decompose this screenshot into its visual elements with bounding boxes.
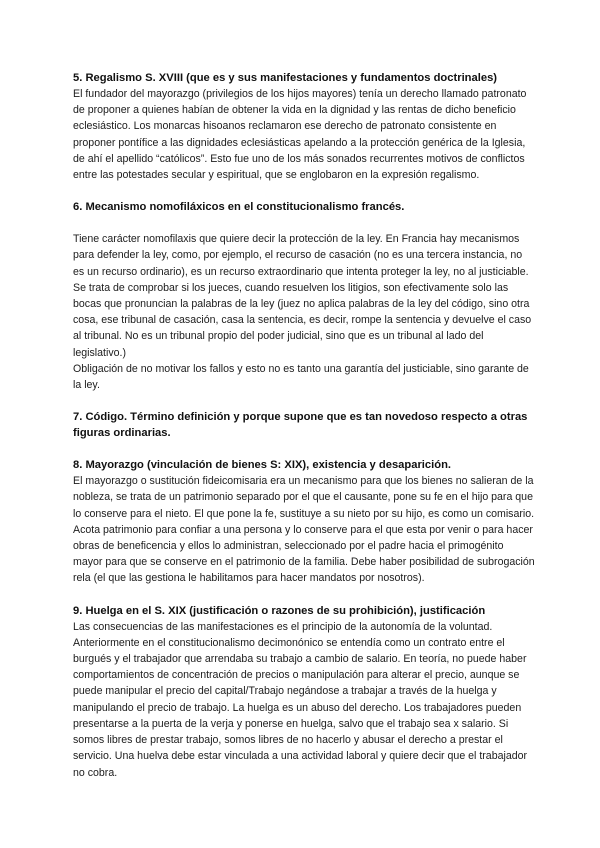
section-title-6: 6. Mecanismo nomofiláxicos en el constitucionalismo francés. — [73, 201, 405, 214]
section-5-paragraph: El fundador del mayorazgo (privilegios de los hijos mayores) tenía un derecho llamado patronato de proponer a quienes habían de obtener la vida en la dignidad y las rentas de dicho beneficio eclesiástico. Los monarcas hisoanos reclamaron ese derecho de patronato consistente en proponer pontífice a las dignidades eclesiásticas apelando a la protección genérica de la Iglesia, de ahí el apellido “católicos”. Esto fue uno de los más sonados recurrentes motivos de conflictos entre las potestades secular y espiritual, que se englobaron en la expresión regalismo. — [73, 88, 527, 182]
section-6-paragraph-2: Obligación de no motivar los fallos y esto no es tanto una garantía del justiciable, sino garante de la ley. — [73, 362, 529, 392]
spacer — [73, 393, 535, 409]
document-page — [73, 70, 535, 781]
section-6-paragraph-1: Tiene carácter nomofilaxis que quiere decir la protección de la ley. En Francia hay mecanismos para defender la ley, como, por ejemplo, el recurso de casación (no es una tercera instancia, no es un recurso ordinario), es un recurso extraordinario que intenta proteger la ley, no al justiciable. Se trata de comprobar si los jueces, cuando resuelven los litigios, son efectivamente solo las bocas que pronuncian la palabras de la ley (juez no aplica palabras de la ley del código, sino otra cosa, ese tribunal de casación, casa la sentencia, es decir, rompe la sentencia y devuelve el caso al tribunal. No es un tribunal propio del poder judicial, sino que es un tribunal al lado del legislativo.) — [73, 233, 532, 359]
spacer — [73, 441, 535, 457]
section-8-paragraph: El mayorazgo o sustitución fideicomisaria era un mecanismo para que los bienes no salieran de la nobleza, se trata de un patrimonio separado por el que el causante, pone su fe en el hijo para que lo conserve para el nieto. El que pone la fe, sustituye a su nieto por su hijo, es como un comisario. Acota patrimonio para confiar a una persona y lo conserve para el que esta por venir o para hacer obras de beneficencia y ellos lo administran, seleccionado por el padre hacia el primogénito mayor para que se conserve en el patrimonio de la familia. Debe haber posibilidad de subrogación rela (el que las gestiona le habilitamos para hacer mandatos por nosotros). — [73, 475, 535, 585]
spacer — [73, 183, 535, 199]
section-title-9: 9. Huelga en el S. XIX (justificación o razones de su prohibición), justificación — [73, 604, 486, 617]
section-title-8: 8. Mayorazgo (vinculación de bienes S: XIX), existencia y desaparición. — [73, 459, 452, 472]
section-title-5: 5. Regalismo S. XVIII (que es y sus manifestaciones y fundamentos doctrinales) — [73, 72, 498, 84]
section-title-7: 7. Código. Término definición y porque supone que es tan novedoso respecto a otras figuras ordinarias. — [73, 411, 528, 440]
spacer — [73, 215, 535, 231]
spacer — [73, 587, 535, 603]
section-9-paragraph: Las consecuencias de las manifestaciones es el principio de la autonomía de la voluntad. Anteriormente en el constitucionalismo decimonónico se entendía como un contrato entre el burgués y el trabajador que arrendaba su trabajo a cambio de salario. En teoría, no puede haber comportamientos de concentración de precios o manipulación para alterar el precio, aunque se puede manipular el precio del capital/Trabajo negándose a trabajar a través de la huelga y manipulando el precio de trabajo. La huelga es un abuso del derecho. Los trabajadores pueden presentarse a la puerta de la verja y ponerse en huelga, salvo que el trabajo sea x salario. Si somos libres de prestar trabajo, somos libres de no hacerlo y abusar el derecho a prestar el servicio. Una huelva debe estar vinculada a una actividad laboral y quiere decir que el trabajador no cobra. — [73, 620, 528, 779]
